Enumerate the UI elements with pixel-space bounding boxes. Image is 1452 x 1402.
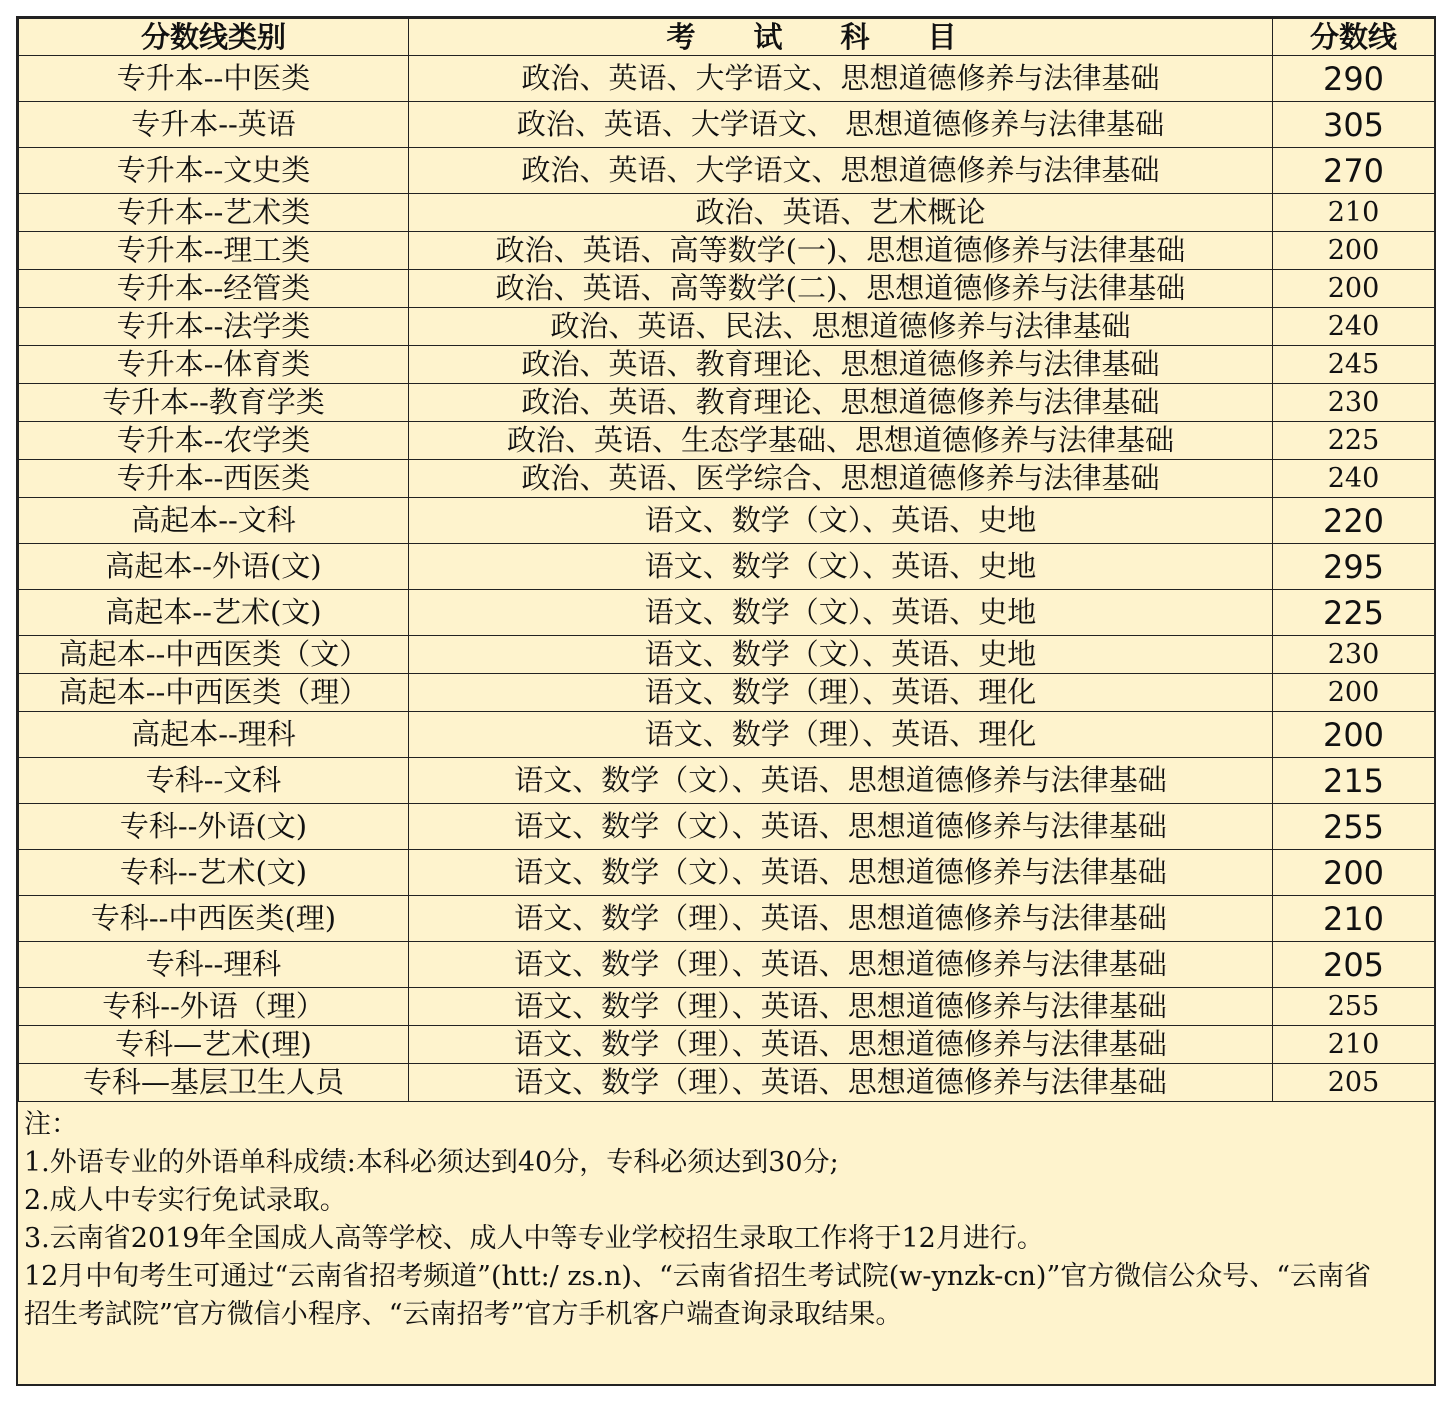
table-row [19, 384, 1435, 422]
row-subjects: 政治、英语、大学语文、思想道德修养与法律基础 [409, 148, 1273, 194]
row-subjects: 政治、英语、生态学基础、思想道德修养与法律基础 [409, 422, 1273, 460]
row-subjects: 政治、英语、高等数学(一)、思想道德修养与法律基础 [409, 232, 1273, 270]
row-score: 240 [1273, 460, 1435, 498]
row-score: 200 [1273, 270, 1435, 308]
table-row [19, 804, 1435, 850]
row-score: 210 [1273, 1026, 1435, 1064]
table-row [19, 346, 1435, 384]
row-category: 专升本--中医类 [19, 56, 409, 102]
row-score: 210 [1273, 194, 1435, 232]
row-category: 专科--中西医类(理) [19, 896, 409, 942]
table-row [19, 590, 1435, 636]
row-subjects: 政治、英语、高等数学(二)、思想道德修养与法律基础 [409, 270, 1273, 308]
score-sheet [16, 16, 1436, 1386]
row-category: 专升本--体育类 [19, 346, 409, 384]
row-subjects: 政治、英语、大学语文、思想道德修养与法律基础 [409, 56, 1273, 102]
row-category: 专升本--西医类 [19, 460, 409, 498]
row-category: 专科--艺术(文) [19, 850, 409, 896]
row-subjects: 政治、英语、教育理论、思想道德修养与法律基础 [409, 384, 1273, 422]
table-row [19, 148, 1435, 194]
note-line-1: 1.外语专业的外语单科成绩:本科必须达到40分，专科必须达到30分; [24, 1147, 839, 1178]
table-row [19, 712, 1435, 758]
row-category: 专科--理科 [19, 942, 409, 988]
row-subjects: 政治、英语、民法、思想道德修养与法律基础 [409, 308, 1273, 346]
row-category: 专升本--文史类 [19, 148, 409, 194]
row-category: 专科--文科 [19, 758, 409, 804]
row-score: 295 [1273, 544, 1435, 590]
table-row [19, 850, 1435, 896]
header-score: 分数线 [1273, 19, 1435, 56]
row-subjects: 语文、数学（理）、英语、思想道德修养与法律基础 [409, 1026, 1273, 1064]
row-subjects: 语文、数学（理）、英语、理化 [409, 674, 1273, 712]
row-score: 205 [1273, 1064, 1435, 1102]
row-subjects: 语文、数学（文）、英语、思想道德修养与法律基础 [409, 850, 1273, 896]
table-row [19, 308, 1435, 346]
row-subjects: 政治、英语、大学语文、 思想道德修养与法律基础 [409, 102, 1273, 148]
score-table [18, 18, 1435, 1102]
row-category: 专升本--教育学类 [19, 384, 409, 422]
row-category: 专科--外语（理） [19, 988, 409, 1026]
row-subjects: 政治、英语、艺术概论 [409, 194, 1273, 232]
table-row [19, 56, 1435, 102]
row-subjects: 语文、数学（文）、英语、史地 [409, 498, 1273, 544]
row-score: 255 [1273, 988, 1435, 1026]
table-header-row [19, 19, 1435, 56]
row-subjects: 语文、数学（文）、英语、史地 [409, 636, 1273, 674]
table-row [19, 636, 1435, 674]
table-row [19, 896, 1435, 942]
row-score: 230 [1273, 636, 1435, 674]
table-row [19, 422, 1435, 460]
row-category: 专升本--艺术类 [19, 194, 409, 232]
row-category: 专科--外语(文) [19, 804, 409, 850]
row-score: 225 [1273, 590, 1435, 636]
table-row [19, 194, 1435, 232]
row-category: 专升本--英语 [19, 102, 409, 148]
table-row [19, 498, 1435, 544]
table-row [19, 674, 1435, 712]
note-line-4: 12月中旬考生可通过“云南省招考频道”(htt:/ zs.n)、“云南省招生考试院(w-ynzk-cn)”官方微信公众号、“云南省招生考試院”官方微信小程序、“云南招考”官方手机客户端查询录取结果。 [24, 1261, 1372, 1330]
row-subjects: 语文、数学（理）、英语、思想道德修养与法律基础 [409, 988, 1273, 1026]
row-subjects: 语文、数学（文）、英语、史地 [409, 590, 1273, 636]
row-score: 230 [1273, 384, 1435, 422]
row-score: 240 [1273, 308, 1435, 346]
row-category: 高起本--外语(文) [19, 544, 409, 590]
row-category: 高起本--理科 [19, 712, 409, 758]
header-subjects: 考试科目 [409, 19, 1273, 56]
notes-title: 注： [24, 1109, 78, 1140]
table-row [19, 544, 1435, 590]
row-subjects: 语文、数学（文）、英语、思想道德修养与法律基础 [409, 758, 1273, 804]
row-category: 专科—艺术(理) [19, 1026, 409, 1064]
row-category: 专科—基层卫生人员 [19, 1064, 409, 1102]
row-category: 专升本--农学类 [19, 422, 409, 460]
row-score: 200 [1273, 232, 1435, 270]
table-row [19, 460, 1435, 498]
row-category: 高起本--艺术(文) [19, 590, 409, 636]
row-category: 专升本--经管类 [19, 270, 409, 308]
row-score: 305 [1273, 102, 1435, 148]
row-category: 专升本--理工类 [19, 232, 409, 270]
row-score: 215 [1273, 758, 1435, 804]
table-row [19, 758, 1435, 804]
row-category: 高起本--文科 [19, 498, 409, 544]
notes-section [24, 1106, 1384, 1334]
table-row [19, 1064, 1435, 1102]
row-score: 220 [1273, 498, 1435, 544]
note-line-3: 3.云南省2019年全国成人高等学校、成人中等专业学校招生录取工作将于12月进行。 [24, 1223, 1044, 1254]
row-score: 200 [1273, 674, 1435, 712]
row-score: 255 [1273, 804, 1435, 850]
header-category: 分数线类别 [19, 19, 409, 56]
row-category: 高起本--中西医类（理） [19, 674, 409, 712]
row-score: 245 [1273, 346, 1435, 384]
row-score: 200 [1273, 712, 1435, 758]
row-category: 高起本--中西医类（文） [19, 636, 409, 674]
row-subjects: 政治、英语、教育理论、思想道德修养与法律基础 [409, 346, 1273, 384]
table-row [19, 988, 1435, 1026]
row-subjects: 语文、数学（文）、英语、史地 [409, 544, 1273, 590]
row-subjects: 政治、英语、医学综合、思想道德修养与法律基础 [409, 460, 1273, 498]
row-score: 205 [1273, 942, 1435, 988]
table-row [19, 1026, 1435, 1064]
row-category: 专升本--法学类 [19, 308, 409, 346]
table-row [19, 102, 1435, 148]
table-row [19, 942, 1435, 988]
row-subjects: 语文、数学（理）、英语、思想道德修养与法律基础 [409, 1064, 1273, 1102]
row-subjects: 语文、数学（理）、英语、思想道德修养与法律基础 [409, 942, 1273, 988]
row-score: 225 [1273, 422, 1435, 460]
row-score: 200 [1273, 850, 1435, 896]
row-subjects: 语文、数学（理）、英语、理化 [409, 712, 1273, 758]
row-subjects: 语文、数学（理）、英语、思想道德修养与法律基础 [409, 896, 1273, 942]
row-score: 210 [1273, 896, 1435, 942]
row-subjects: 语文、数学（文）、英语、思想道德修养与法律基础 [409, 804, 1273, 850]
note-line-2: 2.成人中专实行免试录取。 [24, 1185, 347, 1216]
table-row [19, 232, 1435, 270]
table-row [19, 270, 1435, 308]
row-score: 270 [1273, 148, 1435, 194]
row-score: 290 [1273, 56, 1435, 102]
